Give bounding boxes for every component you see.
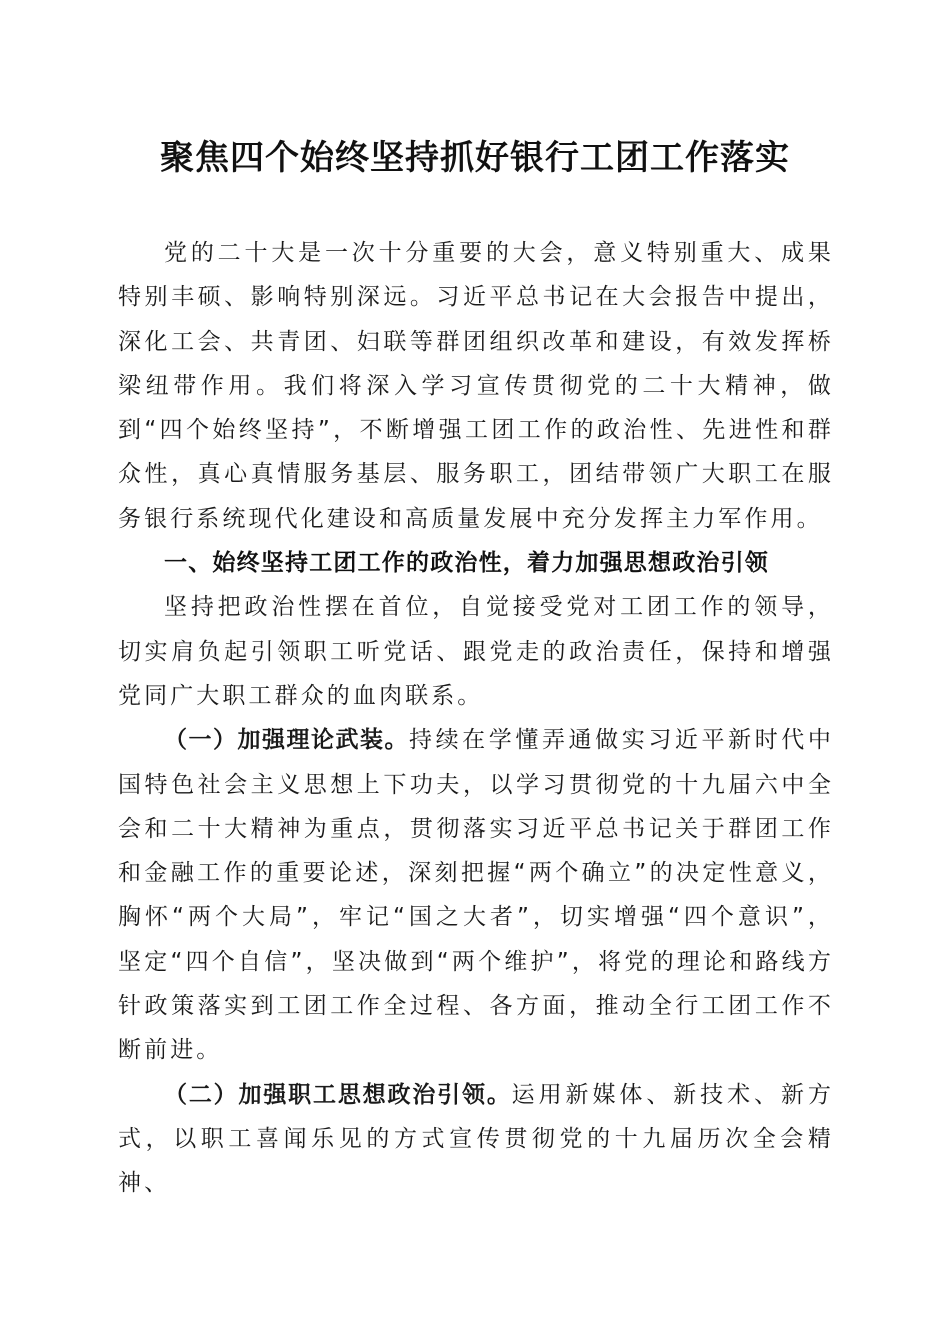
item-1-lead: （一）加强理论武装。 [164, 727, 409, 754]
item-2-lead: （二）加强职工思想政治引领。 [164, 1081, 512, 1108]
document-title: 聚焦四个始终坚持抓好银行工团工作落实 [160, 138, 790, 178]
document-body [118, 231, 834, 1206]
section-1-paragraph: 坚持把政治性摆在首位，自觉接受党对工团工作的领导，切实肩负起引领职工听党话、跟党走的政治责任，保持和增强党同广大职工群众的血肉联系。 [118, 594, 834, 709]
intro-paragraph: 党的二十大是一次十分重要的大会，意义特别重大、成果特别丰硕、影响特别深远。习近平总书记在大会报告中提出，深化工会、共青团、妇联等群团组织改革和建设，有效发挥桥梁纽带作用。我们将深入学习宣传贯彻党的二十大精神，做到“四个始终坚持”，不断增强工团工作的政治性、先进性和群众性，真心真情服务基层、服务职工，团结带领广大职工在服务银行系统现代化建设和高质量发展中充分发挥主力军作用。 [118, 240, 834, 532]
item-2-text: 运用新媒体、新技术、新方式，以职工喜闻乐见的方式宣传贯彻党的十九届历次全会精神、 [118, 1081, 835, 1197]
item-1-text: 持续在学懂弄通做实习近平新时代中国特色社会主义思想上下功夫，以学习贯彻党的十九届六中全会和二十大精神为重点，贯彻落实习近平总书记关于群团工作和金融工作的重要论述，深刻把握“两个确立”的决定性意义，胸怀“两个大局”，牢记“国之大者”，切实增强“四个意识”，坚定“四个自信”，坚决做到“两个维护”，将党的理论和路线方针政策落实到工团工作全过程、各方面，推动全行工团工作不断前进。 [118, 727, 835, 1064]
item-1-paragraph [118, 718, 834, 1072]
section-1-heading: 一、始终坚持工团工作的政治性，着力加强思想政治引领 [164, 550, 769, 577]
item-2-paragraph [118, 1073, 834, 1206]
